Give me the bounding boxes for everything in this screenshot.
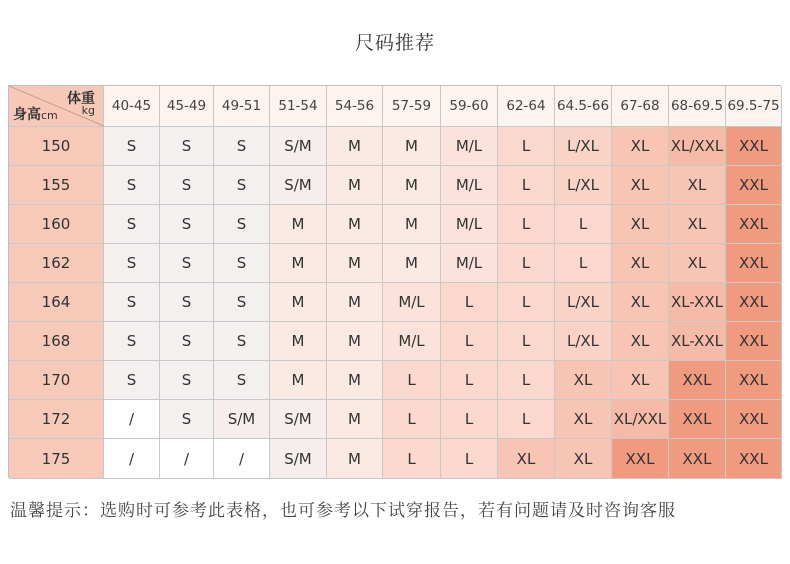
size-cell: M/L [441, 166, 498, 205]
weight-header: 57-59 [383, 86, 441, 127]
size-cell: M [270, 361, 327, 400]
size-cell: XL [669, 166, 726, 205]
size-cell: M [270, 283, 327, 322]
size-cell: L [498, 400, 555, 439]
size-cell: M [383, 244, 441, 283]
size-cell: / [214, 439, 270, 479]
size-cell: S [104, 322, 160, 361]
size-cell: XL [612, 283, 669, 322]
size-cell: S [214, 127, 270, 166]
size-cell: L/XL [555, 166, 612, 205]
weight-unit: kg [81, 104, 95, 117]
size-cell: M [270, 205, 327, 244]
height-row-label: 170 [9, 361, 104, 400]
size-cell: M/L [441, 127, 498, 166]
size-cell: XXL [726, 166, 782, 205]
size-table [8, 85, 781, 478]
size-cell: XL [498, 439, 555, 479]
weight-header: 68-69.5 [669, 86, 726, 127]
size-cell: XXL [726, 361, 782, 400]
size-cell: XL [669, 244, 726, 283]
size-cell: S [160, 244, 214, 283]
size-cell: S [104, 166, 160, 205]
size-cell: XXL [726, 439, 782, 479]
size-cell: XL/XXL [612, 400, 669, 439]
size-cell: S/M [270, 439, 327, 479]
height-row-label: 168 [9, 322, 104, 361]
size-cell: XXL [726, 283, 782, 322]
size-cell: S [104, 127, 160, 166]
size-cell: XL [612, 205, 669, 244]
size-cell: L/XL [555, 322, 612, 361]
size-cell: L [383, 361, 441, 400]
size-cell: S [160, 127, 214, 166]
size-cell: L [498, 283, 555, 322]
weight-header: 45-49 [160, 86, 214, 127]
size-cell: S [160, 166, 214, 205]
size-cell: XXL [726, 322, 782, 361]
size-cell: M [327, 400, 383, 439]
size-cell: S [104, 283, 160, 322]
size-cell: M [327, 127, 383, 166]
size-cell: S [160, 322, 214, 361]
size-cell: S [160, 361, 214, 400]
height-unit: cm [41, 109, 58, 122]
size-cell: S [214, 166, 270, 205]
size-cell: XL [612, 322, 669, 361]
size-cell: S [160, 205, 214, 244]
size-cell: M/L [383, 283, 441, 322]
size-cell: XL [612, 244, 669, 283]
size-cell: M/L [383, 322, 441, 361]
size-cell: L [441, 322, 498, 361]
warm-tip: 温馨提示：选购时可参考此表格，也可参考以下试穿报告，若有问题请及时咨询客服 [10, 501, 676, 521]
size-cell: S [214, 244, 270, 283]
size-cell: L/XL [555, 283, 612, 322]
size-cell: XL-XXL [669, 283, 726, 322]
size-cell: XXL [726, 400, 782, 439]
size-cell: L [498, 166, 555, 205]
size-cell: XL [555, 361, 612, 400]
size-cell: L [441, 400, 498, 439]
size-cell: M [383, 127, 441, 166]
size-cell: M [327, 361, 383, 400]
size-cell: M/L [441, 205, 498, 244]
weight-header: 49-51 [214, 86, 270, 127]
height-row-label: 172 [9, 400, 104, 439]
weight-header: 59-60 [441, 86, 498, 127]
size-cell: L [441, 361, 498, 400]
size-cell: XXL [726, 127, 782, 166]
size-cell: S/M [270, 166, 327, 205]
size-cell: XL [555, 439, 612, 479]
size-cell: L [498, 244, 555, 283]
size-cell: XL/XXL [669, 127, 726, 166]
size-cell: XL [669, 205, 726, 244]
size-cell: S [214, 205, 270, 244]
height-row-label: 164 [9, 283, 104, 322]
size-cell: XL [612, 361, 669, 400]
size-cell: M/L [441, 244, 498, 283]
size-cell: S/M [214, 400, 270, 439]
height-row-label: 155 [9, 166, 104, 205]
size-cell: M [327, 166, 383, 205]
size-cell: XXL [726, 244, 782, 283]
size-cell: XXL [669, 400, 726, 439]
size-cell: S [214, 322, 270, 361]
size-cell: L [498, 205, 555, 244]
size-cell: XXL [669, 361, 726, 400]
size-cell: M [327, 205, 383, 244]
size-cell: S [214, 361, 270, 400]
weight-header: 54-56 [327, 86, 383, 127]
size-cell: L [498, 322, 555, 361]
size-cell: / [104, 439, 160, 479]
size-cell: M [270, 322, 327, 361]
weight-header: 62-64 [498, 86, 555, 127]
size-cell: S [104, 361, 160, 400]
size-cell: L [383, 439, 441, 479]
weight-header: 40-45 [104, 86, 160, 127]
height-row-label: 150 [9, 127, 104, 166]
size-cell: S [160, 400, 214, 439]
size-cell: M [327, 244, 383, 283]
size-cell: M [327, 439, 383, 479]
page-title: 尺码推荐 [354, 32, 435, 54]
size-cell: XL [612, 166, 669, 205]
height-label [13, 104, 58, 124]
weight-header: 51-54 [270, 86, 327, 127]
size-cell: M [383, 205, 441, 244]
size-cell: L [555, 244, 612, 283]
weight-header: 67-68 [612, 86, 669, 127]
size-cell: M [327, 283, 383, 322]
height-row-label: 162 [9, 244, 104, 283]
size-cell: XL [555, 400, 612, 439]
weight-label: 体重 [67, 91, 95, 107]
size-cell: M [270, 244, 327, 283]
size-cell: XXL [612, 439, 669, 479]
table-corner-header [9, 86, 104, 127]
size-cell: S [104, 244, 160, 283]
weight-header: 69.5-75 [726, 86, 782, 127]
size-cell: S [104, 205, 160, 244]
size-cell: / [104, 400, 160, 439]
size-cell: XL [612, 127, 669, 166]
weight-header: 64.5-66 [555, 86, 612, 127]
size-cell: XL-XXL [669, 322, 726, 361]
size-cell: S/M [270, 127, 327, 166]
height-row-label: 175 [9, 439, 104, 479]
size-cell: S [160, 283, 214, 322]
size-cell: S [214, 283, 270, 322]
size-cell: L [441, 439, 498, 479]
size-cell: L [498, 361, 555, 400]
size-cell: XXL [726, 205, 782, 244]
size-cell: L [555, 205, 612, 244]
size-cell: S/M [270, 400, 327, 439]
size-cell: L [498, 127, 555, 166]
size-cell: / [160, 439, 214, 479]
size-cell: M [327, 322, 383, 361]
size-cell: L/XL [555, 127, 612, 166]
size-cell: M [383, 166, 441, 205]
size-cell: XXL [669, 439, 726, 479]
height-label-text: 身高 [13, 107, 41, 123]
size-cell: L [383, 400, 441, 439]
height-row-label: 160 [9, 205, 104, 244]
size-cell: L [441, 283, 498, 322]
